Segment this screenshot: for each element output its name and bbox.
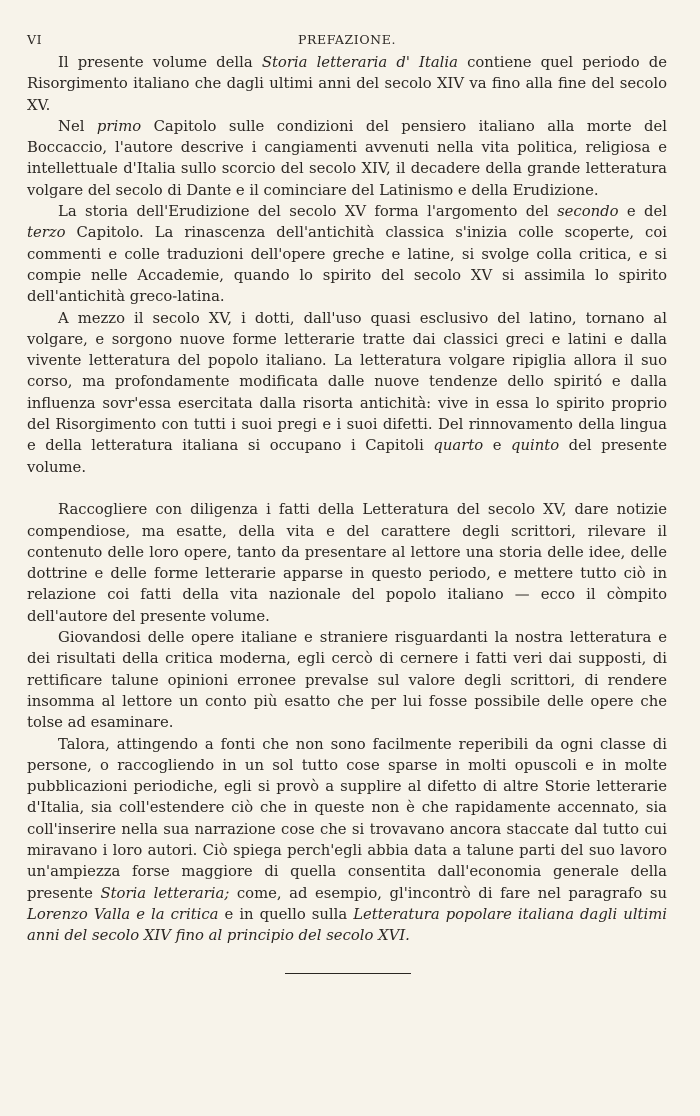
italic-text: terzo [27, 224, 66, 242]
text-run: Giovandosi delle opere italiane e straniere risguardanti la nostra letteratura e dei risultati della critica moderna, egli cercò di cernere i fatti veri dai supposti, di rettificare talune opinioni erronee prevalse sul valore degli scrittori, di rendere insomma al lettore un conto più esatto che per lui fosse possibile delle opere che tolse ad esaminare. [27, 629, 667, 732]
text-run: La storia dell'Erudizione del secolo XV forma l'argomento del [58, 203, 558, 221]
italic-text: Lorenzo Valla e la critica [27, 905, 219, 923]
italic-text: Storia letteraria d' Italia [261, 54, 458, 71]
paragraph-1 [27, 52, 667, 116]
closing-rule [285, 973, 411, 974]
text-run: Talora, attingendo a fonti che non sono facilmente reperibili da ogni classe di persone, o raccogliendo in un sol tutto cose sparse in molti opuscoli e in molte pubblicazioni periodiche, egli si provò a supplire al difetto di altre Storie letterarie d'Italia, sia coll'estendere ciò che in queste non è che rapidamente accennato, sia coll'inserire nella sua narrazione cose che si trovavano ancora staccate dal tutto cui miravano i loro autori. Ciò spiega perch'egli abbia data a talune parti del suo lavoro un'ampiezza forse maggiore di quella consentita dall'economia generale della presente [27, 735, 667, 902]
header-title: PREFAZIONE. [297, 32, 397, 47]
text-run: Raccogliere con diligenza i fatti della Letteratura del secolo XV, dare notizie compendiose, ma esatte, della vita e del carattere degli scrittori, rilevare il contenuto delle loro opere, tanto da presentare al lettore una storia delle idee, delle dottrine e delle forme letterarie apparse in questo periodo, e mettere tutto ciò in relazione coi fatti della vita nazionale del popolo italiano — ecco il còmpito dell'autore del presente volume. [27, 501, 667, 625]
text-run: A mezzo il secolo XV, i dotti, dall'uso quasi esclusivo del latino, tornano al volgare, e sorgono nuove forme letterarie tratte dai classici greci e latini e dalla vivente letteratura del popolo italiano. La letteratura volgare ripiglia allora il suo corso, ma profondamente modificata dalle nuove tendenze dello spiritó e dalla influenza sovr'essa esercitata dalla risorta antichità: vive in essa lo spirito proprio del Risorgimento con tutti i suoi pregi e i suoi difetti. Del rinnovamento della lingua e della letteratura italiana si occupano i Capitoli [27, 309, 667, 455]
preface-text [27, 52, 667, 946]
italic-text: primo [96, 117, 142, 135]
text-run: come, ad esempio, gl'incontrò di fare nel paragrafo su [229, 884, 668, 902]
paragraph-4 [27, 308, 667, 478]
text-run: e del [618, 203, 667, 221]
text-run: e [483, 437, 511, 455]
italic-text: quarto [433, 437, 484, 455]
italic-text: quinto [510, 437, 560, 455]
italic-text: Letteratura popolare italiana dagli ultimi anni del secolo XIV fino al principio del secolo XVI. [27, 905, 667, 945]
paragraph-7 [27, 734, 667, 947]
text-run: contiene quel periodo de Risorgimento italiano che dagli ultimi anni del secolo XIV va fino alla fine del secolo XV. [27, 54, 667, 114]
paragraph-6 [27, 627, 667, 733]
page-number: VI [27, 32, 43, 47]
text-run: Capitolo. La rinascenza dell'antichità classica s'inizia colle scoperte, coi commenti e colle traduzioni dell'opere greche e latine, si svolge colla critica, e si compie nelle Accademie, quando lo spirito del secolo XV si assimila lo spirito dell'antichità greco-latina. [27, 224, 667, 306]
text-run: del presente volume. [27, 437, 667, 476]
paragraph-3 [27, 201, 667, 307]
text-run: Capitolo sulle condizioni del pensiero italiano alla morte del Boccaccio, l'autore descrive i cangiamenti avvenuti nella vita politica, religiosa e intellettuale d'Italia sullo scorcio del secolo XIV, il decadere della grande letteratura volgare del secolo di Dante e il cominciare del Latinismo e della Erudizione. [27, 117, 668, 199]
italic-text: secondo [557, 203, 619, 221]
running-head [27, 32, 667, 52]
paragraph-5 [27, 499, 667, 627]
italic-text: Storia letteraria; [100, 884, 230, 902]
paragraph-2 [27, 116, 667, 201]
text-run: e in quello sulla [218, 905, 354, 923]
text-run: Nel [58, 117, 97, 135]
text-run: Il presente volume della [58, 54, 262, 71]
